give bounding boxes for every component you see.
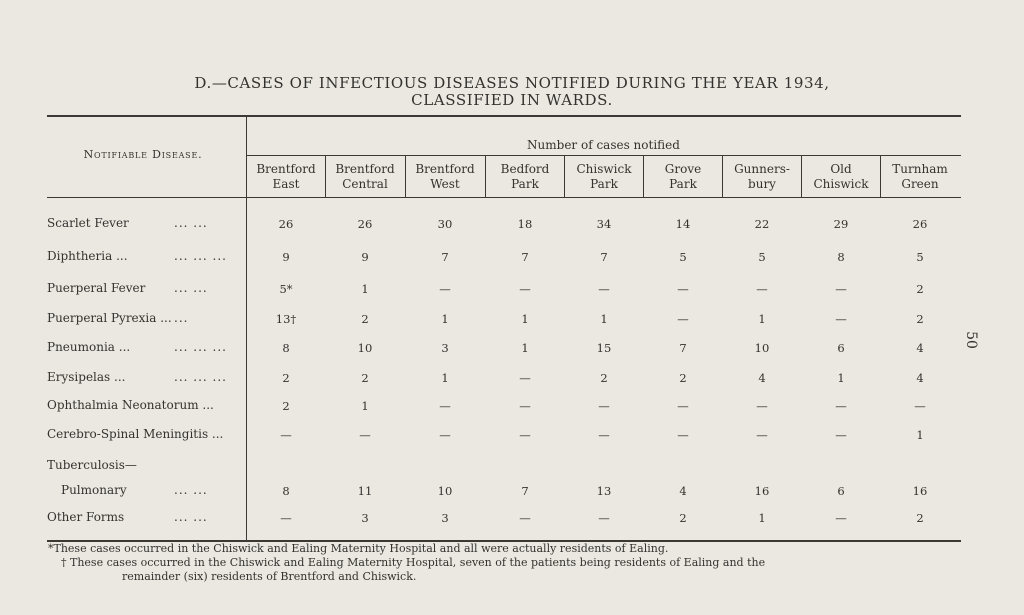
- ward-header-line-2: Park: [590, 177, 618, 191]
- case-count-cell: 3: [441, 511, 449, 525]
- case-count-cell: 1: [837, 371, 845, 385]
- leader-dots: ... ... ...: [174, 340, 227, 354]
- disease-label: Erysipelas ...: [47, 370, 126, 384]
- disease-label: Puerperal Pyrexia ...: [47, 311, 172, 325]
- ward-column-divider: [405, 156, 406, 198]
- case-count-cell: 5: [916, 250, 924, 264]
- ward-header-line-2: East: [272, 177, 300, 191]
- case-count-cell: 5: [679, 250, 687, 264]
- leader-dots: ... ...: [174, 483, 208, 497]
- ward-header-line-1: Chiswick: [576, 162, 632, 176]
- ward-column-divider: [485, 156, 486, 198]
- case-count-cell: 13†: [275, 312, 297, 326]
- ward-header-line-1: Bedford: [500, 162, 550, 176]
- ward-header-5: [643, 162, 723, 192]
- notifiable-disease-header: Notifiable Disease.: [83, 148, 203, 161]
- case-count-cell: 22: [754, 217, 770, 231]
- ward-header-2: [405, 162, 485, 192]
- disease-label: Tuberculosis—: [47, 458, 137, 472]
- case-count-cell: 13: [596, 484, 612, 498]
- number-of-cases-header: Number of cases notified: [527, 138, 680, 152]
- case-count-cell: —: [519, 371, 531, 385]
- case-count-cell: 4: [758, 371, 766, 385]
- ward-header-line-2: Chiswick: [813, 177, 869, 191]
- ward-header-0: [246, 162, 326, 192]
- case-count-cell: —: [280, 511, 292, 525]
- case-count-cell: —: [756, 428, 768, 442]
- case-count-cell: —: [677, 428, 689, 442]
- case-count-cell: —: [677, 399, 689, 413]
- case-count-cell: 9: [361, 250, 369, 264]
- leader-dots: ... ...: [174, 281, 208, 295]
- ward-header-line-1: Old: [830, 162, 852, 176]
- case-count-cell: 7: [600, 250, 608, 264]
- disease-label: Diphtheria ...: [47, 249, 128, 263]
- case-count-cell: —: [439, 428, 451, 442]
- case-count-cell: 8: [837, 250, 845, 264]
- ward-column-divider: [564, 156, 565, 198]
- column-header-bottom-rule: [47, 197, 961, 198]
- case-count-cell: 7: [441, 250, 449, 264]
- ward-header-1: [325, 162, 405, 192]
- disease-label: Other Forms: [47, 510, 125, 524]
- ward-header-line-2: West: [430, 177, 460, 191]
- disease-label: Pulmonary: [61, 483, 127, 497]
- case-count-cell: —: [280, 428, 292, 442]
- case-count-cell: 16: [912, 484, 928, 498]
- ward-header-line-1: Turnham: [892, 162, 948, 176]
- case-count-cell: 5: [758, 250, 766, 264]
- ward-header-line-1: Gunners-: [734, 162, 790, 176]
- case-count-cell: 14: [675, 217, 691, 231]
- ward-header-line-2: Central: [342, 177, 388, 191]
- ward-header-line-1: Brentford: [335, 162, 395, 176]
- case-count-cell: 15: [596, 341, 612, 355]
- case-count-cell: 1: [758, 511, 766, 525]
- top-table-rule: [47, 115, 961, 117]
- ward-header-rule: [246, 155, 961, 156]
- case-count-cell: —: [598, 399, 610, 413]
- case-count-cell: —: [677, 282, 689, 296]
- case-count-cell: 1: [441, 371, 449, 385]
- ward-column-divider: [801, 156, 802, 198]
- case-count-cell: 6: [837, 484, 845, 498]
- case-count-cell: —: [835, 428, 847, 442]
- disease-label: Puerperal Fever: [47, 281, 146, 295]
- case-count-cell: 34: [596, 217, 612, 231]
- ward-column-divider: [325, 156, 326, 198]
- case-count-cell: 2: [679, 371, 687, 385]
- leader-dots: ... ...: [174, 510, 208, 524]
- case-count-cell: —: [598, 511, 610, 525]
- case-count-cell: 7: [679, 341, 687, 355]
- case-count-cell: 6: [837, 341, 845, 355]
- case-count-cell: 5*: [279, 282, 293, 296]
- case-count-cell: —: [359, 428, 371, 442]
- case-count-cell: 4: [916, 341, 924, 355]
- case-count-cell: 1: [758, 312, 766, 326]
- case-count-cell: 26: [357, 217, 373, 231]
- case-count-cell: 30: [437, 217, 453, 231]
- star-footnote: *These cases occurred in the Chiswick and Ealing Maternity Hospital and all were actually residents of Ealing.: [48, 542, 669, 555]
- case-count-cell: 3: [441, 341, 449, 355]
- case-count-cell: —: [677, 312, 689, 326]
- case-count-cell: —: [598, 428, 610, 442]
- case-count-cell: 16: [754, 484, 770, 498]
- leader-dots: ... ...: [174, 216, 208, 230]
- ward-column-divider: [722, 156, 723, 198]
- ward-header-line-1: Grove: [664, 162, 702, 176]
- case-count-cell: —: [519, 399, 531, 413]
- case-count-cell: 2: [916, 282, 924, 296]
- case-count-cell: 3: [361, 511, 369, 525]
- case-count-cell: 1: [521, 341, 529, 355]
- leader-dots: ... ... ...: [174, 370, 227, 384]
- case-count-cell: 7: [521, 250, 529, 264]
- case-count-cell: —: [598, 282, 610, 296]
- ward-header-line-1: Brentford: [256, 162, 316, 176]
- case-count-cell: 8: [282, 484, 290, 498]
- case-count-cell: —: [835, 282, 847, 296]
- ward-header-line-2: Park: [669, 177, 697, 191]
- case-count-cell: 1: [361, 282, 369, 296]
- case-count-cell: —: [439, 399, 451, 413]
- ward-column-divider: [880, 156, 881, 198]
- case-count-cell: 4: [916, 371, 924, 385]
- ward-header-line-2: bury: [748, 177, 776, 191]
- case-count-cell: 26: [912, 217, 928, 231]
- case-count-cell: 10: [754, 341, 770, 355]
- case-count-cell: 1: [600, 312, 608, 326]
- case-count-cell: 2: [679, 511, 687, 525]
- case-count-cell: 10: [357, 341, 373, 355]
- ward-header-7: [801, 162, 881, 192]
- page-title-line-1: D.—CASES OF INFECTIOUS DISEASES NOTIFIED DURING THE YEAR 1934,: [194, 74, 830, 92]
- case-count-cell: 4: [679, 484, 687, 498]
- disease-label: Cerebro-Spinal Meningitis ...: [47, 427, 224, 441]
- case-count-cell: 2: [282, 371, 290, 385]
- case-count-cell: —: [519, 428, 531, 442]
- case-count-cell: —: [756, 399, 768, 413]
- ward-header-4: [564, 162, 644, 192]
- ward-column-divider: [643, 156, 644, 198]
- disease-label: Scarlet Fever: [47, 216, 129, 230]
- case-count-cell: 9: [282, 250, 290, 264]
- case-count-cell: —: [914, 399, 926, 413]
- page-number: 50: [962, 331, 979, 349]
- case-count-cell: 1: [361, 399, 369, 413]
- case-count-cell: —: [756, 282, 768, 296]
- case-count-cell: 1: [521, 312, 529, 326]
- page-title-line-2: CLASSIFIED IN WARDS.: [411, 91, 613, 109]
- ward-header-3: [485, 162, 565, 192]
- ward-header-8: [880, 162, 960, 192]
- case-count-cell: 10: [437, 484, 453, 498]
- case-count-cell: —: [835, 511, 847, 525]
- case-count-cell: 2: [282, 399, 290, 413]
- case-count-cell: 11: [357, 484, 373, 498]
- ward-header-line-2: Green: [901, 177, 939, 191]
- case-count-cell: 7: [521, 484, 529, 498]
- case-count-cell: 1: [916, 428, 924, 442]
- case-count-cell: 26: [278, 217, 294, 231]
- dagger-footnote-line-1: † These cases occurred in the Chiswick and Ealing Maternity Hospital, seven of the patients being residents of Ealing and the: [61, 556, 766, 569]
- case-count-cell: —: [519, 282, 531, 296]
- disease-label: Pneumonia ...: [47, 340, 131, 354]
- ward-header-line-2: Park: [511, 177, 539, 191]
- case-count-cell: 2: [361, 371, 369, 385]
- case-count-cell: 2: [361, 312, 369, 326]
- case-count-cell: 2: [916, 312, 924, 326]
- disease-label: Ophthalmia Neonatorum ...: [47, 398, 214, 412]
- leader-dots: ...: [174, 311, 189, 325]
- case-count-cell: 2: [916, 511, 924, 525]
- leader-dots: ... ... ...: [174, 249, 227, 263]
- case-count-cell: 18: [517, 217, 533, 231]
- case-count-cell: 1: [441, 312, 449, 326]
- case-count-cell: —: [835, 312, 847, 326]
- case-count-cell: —: [519, 511, 531, 525]
- dagger-footnote-line-2: remainder (six) residents of Brentford and Chiswick.: [122, 570, 417, 583]
- case-count-cell: —: [439, 282, 451, 296]
- case-count-cell: 8: [282, 341, 290, 355]
- case-count-cell: —: [835, 399, 847, 413]
- case-count-cell: 2: [600, 371, 608, 385]
- case-count-cell: 29: [833, 217, 849, 231]
- ward-header-line-1: Brentford: [415, 162, 475, 176]
- ward-header-6: [722, 162, 802, 192]
